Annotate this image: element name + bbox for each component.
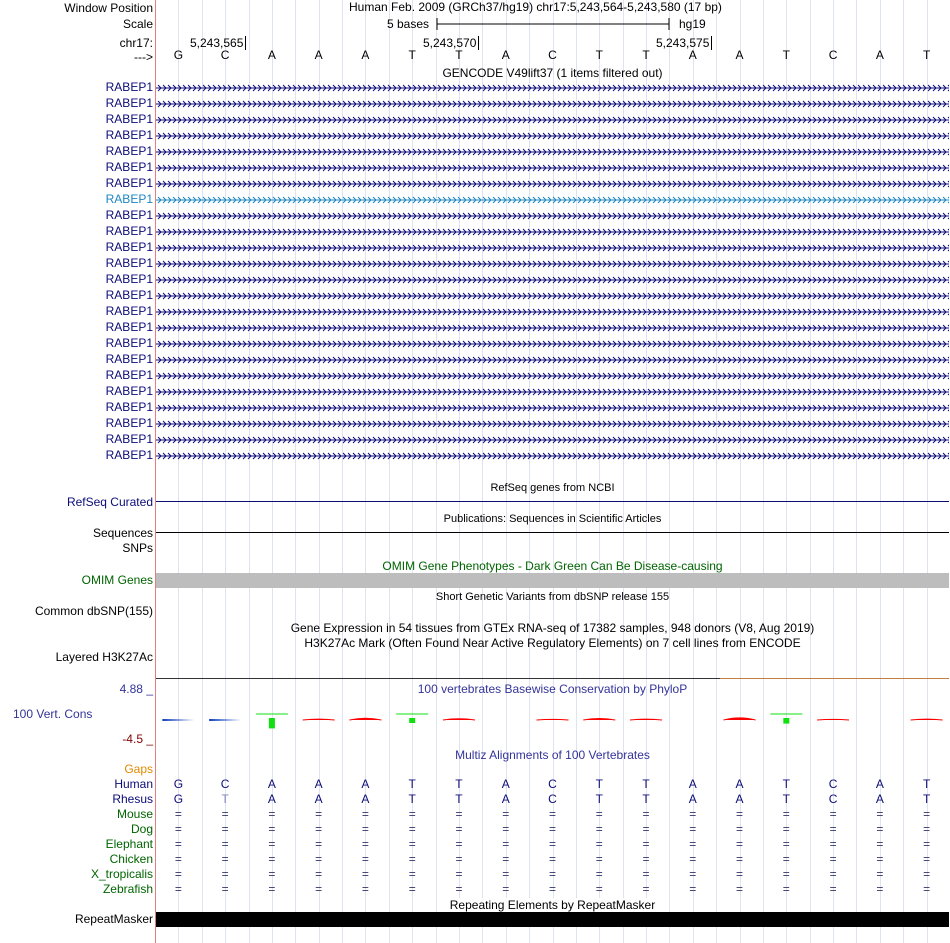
multiz-species-label: Elephant [105, 837, 153, 851]
multiz-row [155, 852, 950, 867]
reference-base: A [735, 48, 744, 62]
multiz-row [155, 822, 950, 837]
multiz-base: A [314, 792, 323, 806]
multiz-base: = [829, 822, 837, 836]
coord-tick-1: 5,243,565 [190, 36, 246, 50]
multiz-base: T [922, 777, 931, 791]
gencode-transcript-label[interactable]: RABEP1 [105, 288, 153, 302]
multiz-row [155, 807, 950, 822]
h3k27ac-track-label[interactable]: Layered H3K27Ac [55, 650, 153, 664]
multiz-base: = [268, 822, 276, 836]
multiz-base: = [268, 852, 276, 866]
dbsnp-track-title: Short Genetic Variants from dbSNP release 155 [435, 591, 670, 603]
multiz-base: = [782, 852, 790, 866]
gencode-transcript-line[interactable] [156, 211, 949, 221]
multiz-base: = [829, 882, 837, 896]
multiz-base: = [174, 852, 182, 866]
reference-bases [155, 47, 950, 63]
multiz-base: = [923, 867, 931, 881]
multiz-base: = [642, 837, 650, 851]
gencode-transcript-label[interactable]: RABEP1 [105, 416, 153, 430]
snps-label[interactable]: SNPs [122, 541, 153, 555]
gencode-transcript-label[interactable]: RABEP1 [105, 144, 153, 158]
multiz-base: A [688, 777, 697, 791]
multiz-base: = [736, 837, 744, 851]
window-position-value: Human Feb. 2009 (GRCh37/hg19) chr17:5,243,564-5,243,580 (17 bp) [349, 0, 722, 14]
multiz-species-label: X_tropicalis [90, 867, 153, 881]
phylop-score [162, 719, 194, 721]
reference-base: C [828, 48, 838, 62]
refseq-track-title: RefSeq genes from NCBI [490, 482, 615, 494]
multiz-base: = [268, 837, 276, 851]
gencode-transcript-line[interactable] [156, 83, 949, 93]
coord-tick-3: 5,243,575 [656, 36, 712, 50]
multiz-base: = [502, 807, 510, 821]
multiz-base: = [455, 882, 463, 896]
gencode-transcript-label[interactable]: RABEP1 [105, 160, 153, 174]
phylop-plot[interactable] [155, 690, 950, 740]
reference-base: T [642, 48, 650, 62]
phylop-score [911, 719, 943, 720]
multiz-base: = [876, 837, 884, 851]
multiz-base: = [548, 867, 556, 881]
multiz-base: A [735, 777, 744, 791]
multiz-base: = [736, 807, 744, 821]
multiz-base: A [735, 792, 744, 806]
phylop-score [409, 718, 415, 723]
omim-track-title: OMIM Gene Phenotypes - Dark Green Can Be Disease-causing [382, 559, 723, 573]
multiz-base: = [221, 807, 229, 821]
multiz-base: C [828, 777, 838, 791]
strand-arrow-label: ---> [134, 50, 153, 64]
phylop-min-label: -4.5 _ [122, 732, 153, 746]
reference-base: T [455, 48, 463, 62]
multiz-base: = [221, 852, 229, 866]
phylop-score [443, 719, 475, 720]
multiz-base: = [408, 807, 416, 821]
multiz-base: = [829, 867, 837, 881]
refseq-gene-line[interactable] [156, 501, 949, 502]
multiz-base: = [689, 822, 697, 836]
multiz-base: = [221, 882, 229, 896]
scale-text: 5 bases [387, 17, 430, 31]
gencode-transcript-label[interactable]: RABEP1 [105, 272, 153, 286]
multiz-base: = [174, 867, 182, 881]
multiz-base: = [455, 867, 463, 881]
reference-base: A [361, 48, 370, 62]
multiz-base: A [501, 777, 510, 791]
multiz-row [155, 882, 950, 897]
phylop-max-label: 4.88 _ [119, 682, 153, 696]
gencode-transcript-line[interactable] [156, 179, 949, 189]
publications-line[interactable] [156, 532, 949, 533]
gencode-transcript-label[interactable]: RABEP1 [105, 80, 153, 94]
gencode-transcript-line[interactable] [156, 387, 949, 397]
gencode-transcript-label[interactable]: RABEP1 [105, 224, 153, 238]
gencode-transcript-line[interactable] [156, 323, 949, 333]
multiz-base: = [923, 852, 931, 866]
phylop-score [269, 718, 275, 728]
multiz-base: = [782, 837, 790, 851]
multiz-base: = [782, 807, 790, 821]
reference-base: C [548, 48, 557, 62]
gencode-transcript-line[interactable] [156, 115, 949, 125]
multiz-base: = [408, 822, 416, 836]
gencode-transcript-line[interactable] [156, 419, 949, 429]
multiz-base: A [267, 777, 276, 791]
reference-base: T [782, 48, 790, 62]
gencode-transcript-line[interactable] [156, 275, 949, 285]
multiz-base: = [736, 867, 744, 881]
gencode-transcript-label[interactable]: RABEP1 [105, 304, 153, 318]
multiz-base: = [642, 867, 650, 881]
phylop-score [349, 718, 381, 720]
multiz-base: = [221, 837, 229, 851]
gencode-transcript-line[interactable] [156, 307, 949, 317]
gencode-transcript-label[interactable]: RABEP1 [105, 176, 153, 190]
multiz-base: G [173, 777, 184, 791]
multiz-base: = [268, 882, 276, 896]
gencode-transcript-line[interactable] [156, 371, 949, 381]
multiz-base: = [642, 807, 650, 821]
multiz-base: A [361, 792, 370, 806]
scale-label: Scale [122, 17, 153, 31]
multiz-base: = [689, 852, 697, 866]
multiz-base: = [221, 822, 229, 836]
multiz-base: T [408, 792, 416, 806]
multiz-base: = [502, 867, 510, 881]
multiz-base: = [876, 807, 884, 821]
multiz-base: = [548, 837, 556, 851]
multiz-base: T [455, 777, 463, 791]
multiz-base: = [174, 837, 182, 851]
reference-base: A [314, 48, 323, 62]
gencode-transcript-label[interactable]: RABEP1 [105, 400, 153, 414]
multiz-base: = [782, 822, 790, 836]
reference-base: C [220, 48, 230, 62]
multiz-base: = [876, 867, 884, 881]
window-position-label: Window Position [64, 1, 153, 15]
multiz-base: = [923, 882, 931, 896]
reference-base: A [267, 48, 276, 62]
multiz-base: = [174, 807, 182, 821]
multiz-track-title: Multiz Alignments of 100 Vertebrates [455, 748, 650, 762]
multiz-base: = [829, 837, 837, 851]
gencode-transcript-label[interactable]: RABEP1 [105, 320, 153, 334]
multiz-base: = [548, 807, 556, 821]
multiz-base: T [595, 792, 603, 806]
multiz-base: = [455, 837, 463, 851]
multiz-base: T [642, 792, 650, 806]
reference-base: A [501, 48, 510, 62]
gencode-transcript-label[interactable]: RABEP1 [105, 448, 153, 462]
gencode-transcript-line[interactable] [156, 163, 949, 173]
multiz-base: = [502, 837, 510, 851]
multiz-base: = [829, 852, 837, 866]
phylop-score [783, 718, 789, 724]
multiz-base: = [455, 822, 463, 836]
multiz-base: A [875, 792, 884, 806]
phylop-track-title: 100 vertebrates Basewise Conservation by PhyloP [417, 682, 688, 696]
multiz-base: = [595, 852, 603, 866]
multiz-base: = [315, 807, 323, 821]
multiz-species-label: Dog [130, 822, 153, 836]
multiz-base: = [876, 822, 884, 836]
h3k27ac-track-title: H3K27Ac Mark (Often Found Near Active Regulatory Elements) on 7 cell lines from ENCODE [304, 636, 801, 650]
reference-base: T [408, 48, 416, 62]
gencode-transcript-label[interactable]: RABEP1 [105, 240, 153, 254]
multiz-base: = [408, 882, 416, 896]
multiz-base: = [455, 807, 463, 821]
gencode-transcript-line[interactable] [156, 131, 949, 141]
publications-track-label[interactable]: Sequences [92, 526, 153, 540]
phylop-score [583, 719, 615, 721]
omim-track-label[interactable]: OMIM Genes [81, 573, 153, 587]
gencode-transcript-label[interactable]: RABEP1 [105, 208, 153, 222]
repeatmasker-track-label[interactable]: RepeatMasker [74, 912, 153, 926]
gencode-transcript-label[interactable]: RABEP1 [105, 256, 153, 270]
multiz-base: = [548, 882, 556, 896]
multiz-base: = [689, 837, 697, 851]
scale-bar [436, 16, 672, 32]
gencode-transcript-line[interactable] [156, 339, 949, 349]
multiz-base: = [876, 882, 884, 896]
gencode-transcript-line[interactable] [156, 99, 949, 109]
gencode-transcript-label[interactable]: RABEP1 [105, 336, 153, 350]
multiz-base: = [595, 867, 603, 881]
multiz-base: C [548, 777, 557, 791]
multiz-base: T [782, 777, 790, 791]
multiz-base: = [408, 852, 416, 866]
multiz-base: T [642, 777, 650, 791]
multiz-base: = [548, 852, 556, 866]
chr-label: chr17: [119, 36, 153, 50]
multiz-species-label: Human [114, 777, 153, 791]
gencode-transcript-label[interactable]: RABEP1 [105, 192, 153, 206]
multiz-base: C [220, 777, 230, 791]
refseq-track-label[interactable]: RefSeq Curated [66, 495, 153, 509]
multiz-base: = [315, 837, 323, 851]
reference-base: A [875, 48, 884, 62]
multiz-base: = [502, 852, 510, 866]
multiz-base: = [502, 822, 510, 836]
gencode-transcript-line[interactable] [156, 403, 949, 413]
gencode-transcript-label[interactable]: RABEP1 [105, 96, 153, 110]
gencode-transcript-line[interactable] [156, 291, 949, 301]
multiz-base: A [314, 777, 323, 791]
multiz-base: = [642, 822, 650, 836]
coord-tick-2: 5,243,570 [423, 36, 479, 50]
phylop-score [724, 718, 756, 720]
multiz-row [155, 792, 950, 807]
multiz-base: = [268, 867, 276, 881]
reference-base: T [922, 48, 931, 62]
multiz-base: = [408, 867, 416, 881]
multiz-base: = [923, 837, 931, 851]
multiz-base: = [361, 822, 369, 836]
multiz-base: = [736, 822, 744, 836]
multiz-species-label: Mouse [116, 807, 153, 821]
gencode-transcript-line[interactable] [156, 435, 949, 445]
multiz-base: T [221, 792, 229, 806]
multiz-base: T [782, 792, 790, 806]
gencode-transcript-line[interactable] [156, 227, 949, 237]
gencode-track-title: GENCODE V49lift37 (1 items filtered out) [442, 66, 663, 80]
gencode-transcript-line[interactable] [156, 259, 949, 269]
phylop-track-label[interactable]: 100 Vert. Cons [13, 707, 93, 721]
reference-base: T [595, 48, 603, 62]
multiz-row [155, 837, 950, 852]
gencode-transcript-line[interactable] [156, 355, 949, 365]
multiz-base: T [922, 792, 931, 806]
gencode-transcript-label[interactable]: RABEP1 [105, 432, 153, 446]
multiz-base: = [689, 882, 697, 896]
gaps-label: Gaps [124, 762, 153, 776]
multiz-base: = [408, 837, 416, 851]
multiz-base: = [689, 807, 697, 821]
multiz-base: = [642, 852, 650, 866]
multiz-base: = [736, 852, 744, 866]
multiz-base: A [688, 792, 697, 806]
multiz-base: = [361, 867, 369, 881]
multiz-base: = [361, 807, 369, 821]
multiz-base: T [595, 777, 603, 791]
multiz-base: = [595, 807, 603, 821]
multiz-base: A [501, 792, 510, 806]
multiz-base: A [875, 777, 884, 791]
multiz-base: = [736, 882, 744, 896]
multiz-base: = [595, 882, 603, 896]
omim-gene-bar[interactable] [156, 573, 949, 588]
multiz-base: = [782, 867, 790, 881]
phylop-score [209, 719, 241, 721]
multiz-base: = [689, 867, 697, 881]
publications-track-title: Publications: Sequences in Scientific Articles [443, 513, 662, 525]
multiz-base: = [595, 822, 603, 836]
reference-base: G [173, 48, 184, 62]
repeatmasker-bar[interactable] [156, 912, 949, 927]
reference-base: A [688, 48, 697, 62]
multiz-species-label: Rhesus [112, 792, 153, 806]
multiz-base: = [315, 822, 323, 836]
scale-assembly: hg19 [679, 17, 706, 31]
multiz-base: C [828, 792, 838, 806]
phylop-score [303, 719, 335, 720]
gencode-transcript-line[interactable] [156, 243, 949, 253]
multiz-base: = [361, 837, 369, 851]
phylop-score [630, 719, 662, 720]
multiz-base: A [267, 792, 276, 806]
multiz-base: = [782, 882, 790, 896]
gtex-track-title: Gene Expression in 54 tissues from GTEx RNA-seq of 17382 samples, 948 donors (V8, Aug 2019) [290, 621, 815, 635]
multiz-base: = [174, 822, 182, 836]
multiz-base: = [455, 852, 463, 866]
dbsnp-track-label[interactable]: Common dbSNP(155) [34, 604, 153, 618]
multiz-base: = [829, 807, 837, 821]
multiz-base: = [923, 807, 931, 821]
multiz-base: = [315, 867, 323, 881]
multiz-row [155, 777, 950, 792]
multiz-base: T [408, 777, 416, 791]
multiz-base: = [268, 807, 276, 821]
multiz-base: = [174, 882, 182, 896]
multiz-base: C [548, 792, 557, 806]
h3k27ac-signal [720, 678, 949, 679]
multiz-base: = [315, 882, 323, 896]
multiz-base: = [315, 852, 323, 866]
multiz-base: = [361, 882, 369, 896]
gencode-transcript-line[interactable] [156, 147, 949, 157]
multiz-base: = [595, 837, 603, 851]
multiz-base: A [361, 777, 370, 791]
gencode-transcript-label[interactable]: RABEP1 [105, 128, 153, 142]
gencode-transcript-line[interactable] [156, 195, 949, 205]
multiz-species-label: Zebrafish [102, 882, 153, 896]
multiz-base: = [642, 882, 650, 896]
multiz-base: = [221, 867, 229, 881]
multiz-base: = [548, 822, 556, 836]
phylop-score [817, 719, 849, 720]
multiz-base: G [173, 792, 184, 806]
multiz-base: = [502, 882, 510, 896]
multiz-base: = [876, 852, 884, 866]
multiz-base: T [455, 792, 463, 806]
gencode-transcript-label[interactable]: RABEP1 [105, 384, 153, 398]
multiz-base: = [361, 852, 369, 866]
multiz-species-label: Chicken [109, 852, 153, 866]
gencode-transcript-label[interactable]: RABEP1 [105, 112, 153, 126]
multiz-row [155, 867, 950, 882]
gencode-transcript-label[interactable]: RABEP1 [105, 368, 153, 382]
repeatmasker-track-title: Repeating Elements by RepeatMasker [449, 898, 656, 912]
gencode-transcript-label[interactable]: RABEP1 [105, 352, 153, 366]
gencode-transcript-line[interactable] [156, 451, 949, 461]
phylop-score [537, 719, 569, 720]
multiz-base: = [923, 822, 931, 836]
